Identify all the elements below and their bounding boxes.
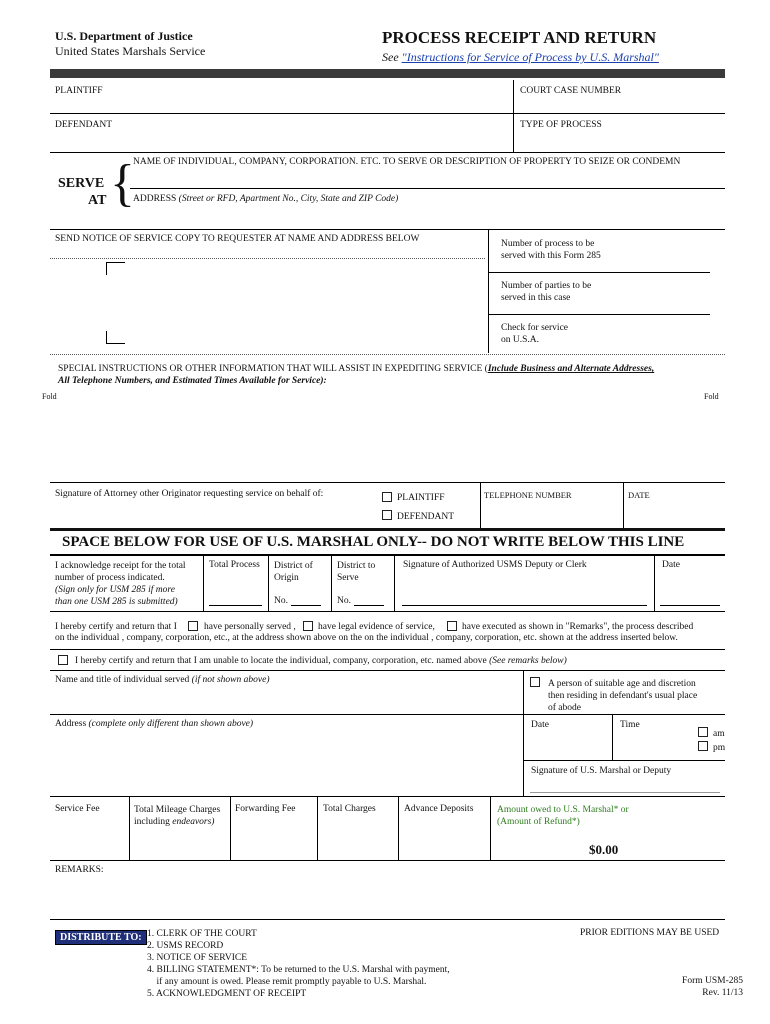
distribute-to-badge: DISTRIBUTE TO:: [55, 930, 147, 945]
see-prefix: See: [382, 50, 402, 64]
marshal-only-banner: SPACE BELOW FOR USE OF U.S. MARSHAL ONLY-- DO NOT WRITE BELOW THIS LINE: [62, 534, 685, 550]
distribution-item: if any amount is owed. Please remit promptly payable to U.S. Marshal.: [147, 977, 427, 987]
divider: [268, 556, 269, 611]
name-title-label: Name and title of individual served (if not shown above): [55, 675, 270, 685]
marshal-date-line[interactable]: [660, 605, 720, 606]
distribution-item: 3. NOTICE OF SERVICE: [147, 953, 248, 963]
special-instructions-label: SPECIAL INSTRUCTIONS OR OTHER INFORMATION THAT WILL ASSIST IN EXPEDITING SERVICE (Include Business and Alternate Addresses,: [58, 364, 655, 374]
divider: [130, 188, 725, 189]
service-name: United States Marshals Service: [55, 44, 206, 58]
num-parties-label: Number of parties to be served in this case: [501, 281, 592, 303]
divider: [394, 556, 395, 611]
suitable-person-checkbox[interactable]: [530, 677, 540, 687]
serve-no-label: No.: [337, 596, 351, 606]
divider: [654, 556, 655, 611]
plaintiff-label: PLAINTIFF: [55, 86, 103, 96]
divider: [490, 796, 491, 860]
distribution-item: 5. ACKNOWLEDGMENT OF RECEIPT: [147, 989, 307, 999]
defendant-option-label: DEFENDANT: [397, 512, 454, 522]
am-label: am: [713, 729, 725, 739]
divider: [50, 113, 725, 114]
service-fee-label: Service Fee: [55, 804, 100, 814]
suitable-person-label: A person of suitable age and discretion then residing in defendant's usual place of abode: [548, 679, 698, 713]
distribution-list: [147, 928, 450, 1000]
forwarding-fee-label: Forwarding Fee: [235, 804, 296, 814]
divider: [317, 796, 318, 860]
divider: [513, 80, 514, 152]
dotted-divider: [50, 258, 485, 259]
marshal-date-label: Date: [662, 560, 680, 570]
executed-label: have executed as shown in "Remarks", the process described: [462, 622, 694, 632]
legal-evidence-checkbox[interactable]: [303, 621, 313, 631]
amount-owed-label: Amount owed to U.S. Marshal* or (Amount of Refund*): [497, 805, 629, 827]
distribution-item: 1. CLERK OF THE COURT: [147, 929, 257, 939]
revision-label: Rev. 11/13: [702, 988, 743, 998]
served-time-label: Time: [620, 720, 640, 730]
deputy-signature-label: Signature of Authorized USMS Deputy or Clerk: [403, 560, 587, 570]
marshal-signature-line[interactable]: [530, 792, 720, 793]
address-served-label: Address (complete only different than shown above): [55, 719, 254, 729]
address-label: ADDRESS (Street or RFD, Apartment No., City, State and ZIP Code): [133, 194, 399, 204]
total-charges-label: Total Charges: [323, 804, 376, 814]
divider: [331, 556, 332, 611]
divider: [129, 796, 130, 860]
telephone-label: TELEPHONE NUMBER: [484, 490, 572, 500]
total-process-line[interactable]: [209, 605, 262, 606]
type-of-process-label: TYPE OF PROCESS: [520, 120, 602, 130]
divider: [488, 314, 710, 315]
mileage-label: Total Mileage Charges including endeavors): [134, 805, 221, 827]
dotted-divider: [50, 354, 725, 355]
divider: [50, 554, 725, 556]
num-process-label: Number of process to be served with this Form 285: [501, 239, 601, 261]
serve-name-label: NAME OF INDIVIDUAL, COMPANY, CORPORATION. ETC. TO SERVE OR DESCRIPTION OF PROPERTY TO SEIZE OR CONDEMN: [133, 157, 681, 167]
fold-right-label: Fold: [704, 392, 719, 401]
district-serve-label: District to Serve: [337, 561, 376, 583]
date-label: DATE: [628, 490, 650, 500]
acknowledge-receipt-label: I acknowledge receipt for the total number of process indicated. (Sign only for USM 285 if more than one USM 285 is submitted): [55, 561, 186, 607]
personally-served-label: have personally served ,: [204, 622, 296, 632]
address-corner-top: [106, 262, 125, 275]
distribution-item: 4. BILLING STATEMENT*: To be returned to the U.S. Marshal with payment,: [147, 965, 450, 975]
certify-line-1: I hereby certify and return that I: [55, 622, 177, 632]
divider: [50, 229, 725, 230]
prior-editions-label: PRIOR EDITIONS MAY BE USED: [580, 928, 720, 938]
header-bar: [50, 69, 725, 78]
divider: [50, 152, 725, 153]
instructions-line: [382, 50, 659, 65]
unable-to-locate-checkbox[interactable]: [58, 655, 68, 665]
origin-no-line[interactable]: [291, 605, 321, 606]
divider: [480, 482, 481, 528]
district-origin-label: District of Origin: [274, 561, 313, 583]
origin-no-label: No.: [274, 596, 288, 606]
divider: [50, 670, 725, 671]
send-notice-label: SEND NOTICE OF SERVICE COPY TO REQUESTER AT NAME AND ADDRESS BELOW: [55, 234, 420, 244]
divider: [50, 919, 725, 920]
court-case-number-label: COURT CASE NUMBER: [520, 86, 622, 96]
address-corner-bottom: [106, 331, 125, 344]
serve-brace: {: [110, 155, 135, 212]
executed-checkbox[interactable]: [447, 621, 457, 631]
total-process-label: Total Process: [209, 560, 260, 570]
thick-divider: [50, 528, 725, 531]
unable-to-locate-label: I hereby certify and return that I am unable to locate the individual, company, corporation, etc. named above (See remarks below): [75, 656, 567, 666]
divider: [203, 556, 204, 611]
plaintiff-option-label: PLAINTIFF: [397, 493, 445, 503]
defendant-label: DEFENDANT: [55, 120, 112, 130]
marshal-signature-label: Signature of U.S. Marshal or Deputy: [531, 766, 672, 776]
form-number-label: Form USM-285: [682, 976, 743, 986]
divider: [523, 670, 524, 796]
advance-deposits-label: Advance Deposits: [404, 804, 474, 814]
plaintiff-checkbox[interactable]: [382, 492, 392, 502]
divider: [488, 229, 489, 353]
instructions-link[interactable]: "Instructions for Service of Process by U.S. Marshal": [401, 50, 659, 64]
fold-left-label: Fold: [42, 392, 57, 401]
divider: [230, 796, 231, 860]
defendant-checkbox[interactable]: [382, 510, 392, 520]
served-date-label: Date: [531, 720, 549, 730]
check-service-label: Check for service on U.S.A.: [501, 323, 568, 345]
divider: [612, 714, 613, 760]
at-label: AT: [88, 193, 107, 208]
serve-label: SERVE: [58, 176, 105, 191]
divider: [50, 860, 725, 861]
divider: [50, 649, 725, 650]
amount-owed-value: $0.00: [589, 842, 619, 857]
signature-attorney-label: Signature of Attorney other Originator requesting service on behalf of:: [55, 489, 324, 499]
deputy-signature-line[interactable]: [402, 605, 647, 606]
pm-label: pm: [713, 743, 726, 753]
divider: [398, 796, 399, 860]
special-instructions-label-2: All Telephone Numbers, and Estimated Times Available for Service):: [58, 376, 327, 386]
divider: [488, 272, 710, 273]
am-checkbox[interactable]: [698, 727, 708, 737]
legal-evidence-label: have legal evidence of service,: [318, 622, 435, 632]
distribution-item: 2. USMS RECORD: [147, 941, 224, 951]
serve-no-line[interactable]: [354, 605, 384, 606]
remarks-label: REMARKS:: [55, 865, 104, 875]
divider: [50, 796, 725, 797]
divider: [623, 482, 624, 528]
divider: [50, 611, 725, 612]
personally-served-checkbox[interactable]: [188, 621, 198, 631]
pm-checkbox[interactable]: [698, 741, 708, 751]
divider: [523, 760, 725, 761]
divider: [50, 714, 725, 715]
form-title: PROCESS RECEIPT AND RETURN: [382, 28, 657, 47]
agency-name: U.S. Department of Justice: [55, 29, 193, 43]
certify-line-2: on the individual , company, corporation, etc., at the address shown above on the on the individual , company, corporation, etc. shown at the address inserted below.: [55, 633, 678, 643]
